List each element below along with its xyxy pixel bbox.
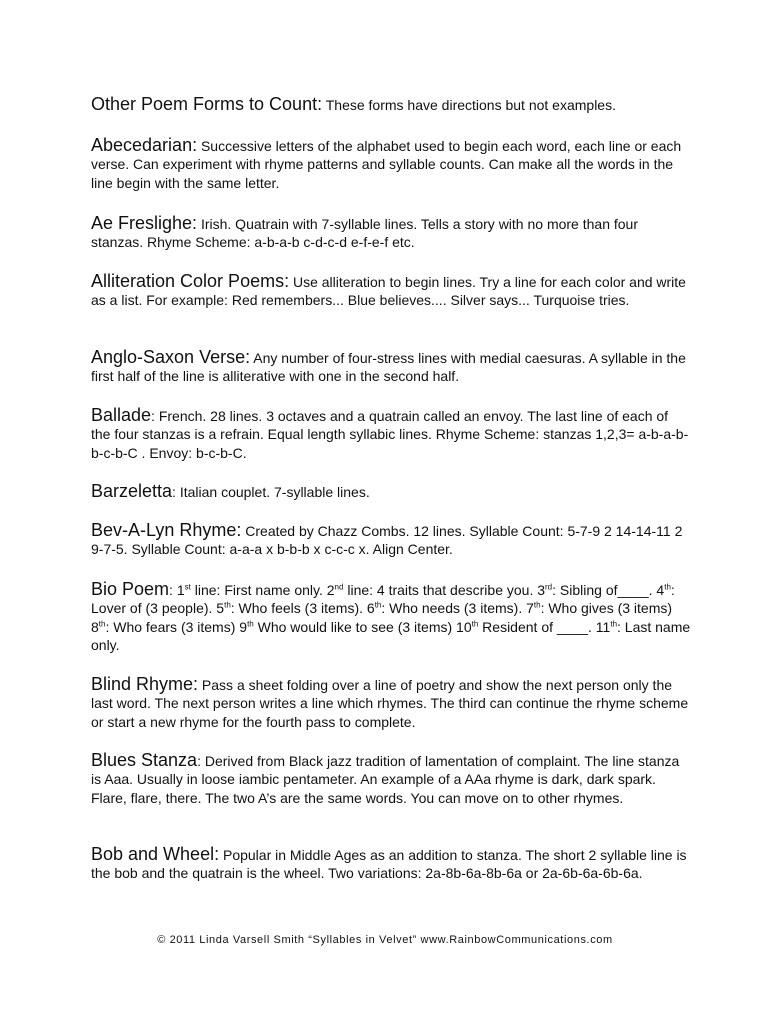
entry-definition: Any number of four-stress lines with medial caesuras. A syllable in the first half of the line is alliterative with one in the second half.	[91, 350, 686, 385]
entry-definition: Created by Chazz Combs. 12 lines. Syllable Count: 5-7-9 2 14-14-11 2 9-7-5. Syllable Count: a-a-a x b-b-b x c-c-c x. Align Center.	[91, 523, 683, 558]
entry-term: Alliteration Color Poems:	[91, 271, 290, 291]
entry-definition: : 1st line: First name only. 2nd line: 4 traits that describe you. 3rd: Sibling of____. 4th: Lover of (3 people). 5th: Who feels (3 items). 6th: Who needs (3 items). 7th: Who gives (3 items) 8th: Who fears (3 items) 9th Who would like to see (3 items) 10th Resident of ____. 11th: Last name only.	[91, 582, 691, 654]
entry-term: Bio Poem	[91, 579, 170, 599]
entry-term: Bev-A-Lyn Rhyme:	[91, 520, 242, 540]
entry-abecedarian	[91, 136, 691, 192]
entry-definition: : Italian couplet. 7-syllable lines.	[172, 484, 370, 500]
intro-title: Other Poem Forms to Count:	[91, 94, 323, 114]
intro-heading	[91, 95, 691, 114]
entry-ae-freslighe	[91, 214, 691, 252]
entry-term: Ae Freslighe:	[91, 213, 198, 233]
entry-bob-and-wheel	[91, 845, 691, 883]
entry-term: Abecedarian:	[91, 135, 198, 155]
intro-text: These forms have directions but not examples.	[322, 97, 616, 113]
entry-definition: Pass a sheet folding over a line of poetry and show the next person only the last word. The next person writes a line which rhymes. The third can continue the rhyme scheme or start a new rhyme for the fourth pass to complete.	[91, 677, 689, 730]
entry-anglo-saxon-verse	[91, 348, 691, 386]
entry-definition: Popular in Middle Ages as an addition to stanza. The short 2 syllable line is the bob and the quatrain is the wheel. Two variations: 2a-8b-6a-8b-6a or 2a-6b-6a-6b-6a.	[91, 847, 687, 882]
entry-term: Anglo-Saxon Verse:	[91, 347, 251, 367]
entry-bio-poem	[91, 580, 691, 655]
entry-ballade	[91, 406, 691, 462]
entry-definition: : Derived from Black jazz tradition of lamentation of complaint. The line stanza is Aaa. Usually in loose iambic pentameter. An example of a AAa rhyme is dark, dark spark. Flare, flare, there. The two A’s are the same words. You can move on to other rhymes.	[91, 753, 680, 806]
entry-alliteration-color-poems	[91, 272, 691, 310]
entry-term: Blind Rhyme:	[91, 674, 199, 694]
entry-barzeletta	[91, 482, 691, 501]
entry-bev-a-lyn-rhyme	[91, 521, 691, 559]
entry-definition: : French. 28 lines. 3 octaves and a quatrain called an envoy. The last line of each of the four stanzas is a refrain. Equal length syllabic lines. Rhyme Scheme: stanzas 1,2,3= a-b-a-b-b-c-b-C . Envoy: b-c-b-C.	[91, 408, 689, 461]
page-footer: © 2011 Linda Varsell Smith “Syllables in Velvet” www.RainbowCommunications.com	[157, 934, 613, 946]
entry-blind-rhyme	[91, 675, 691, 731]
entry-definition: Successive letters of the alphabet used to begin each word, each line or each verse. Can experiment with rhyme patterns and syllable counts. Can make all the words in the line begin with the same letter.	[91, 138, 682, 191]
entry-blues-stanza	[91, 751, 691, 807]
entry-definition: Use alliteration to begin lines. Try a line for each color and write as a list. For example: Red remembers... Blue believes.... Silver says... Turquoise tries.	[91, 274, 686, 309]
entry-term: Bob and Wheel:	[91, 844, 220, 864]
entry-definition: Irish. Quatrain with 7-syllable lines. Tells a story with no more than four stanzas. Rhyme Scheme: a-b-a-b c-d-c-d e-f-e-f etc.	[91, 216, 638, 251]
entry-term: Barzeletta	[91, 481, 173, 501]
entry-term: Ballade	[91, 405, 152, 425]
entry-term: Blues Stanza	[91, 750, 198, 770]
